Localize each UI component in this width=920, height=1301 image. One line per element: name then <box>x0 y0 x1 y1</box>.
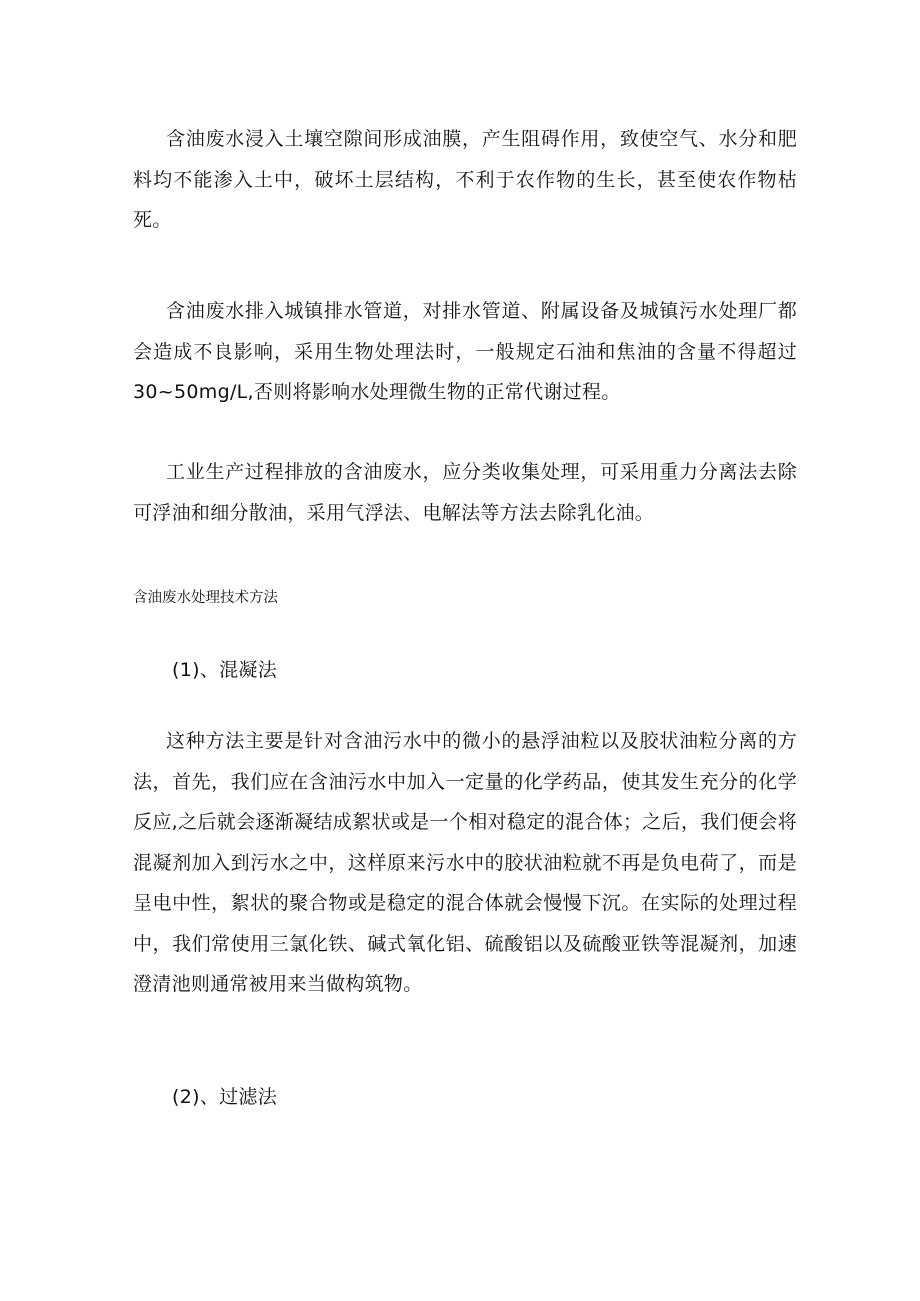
paragraph-sewer-impact: 含油废水排入城镇排水管道，对排水管道、附属设备及城镇污水处理厂都会造成不良影响，采用生物处理法时，一般规定石油和焦油的含量不得超过 30~50mg/L,否则将影响水处理微生物的正常代谢过程。 <box>133 300 797 403</box>
section-title: 含油废水处理技术方法 <box>133 590 278 606</box>
paragraph-soil-impact: 含油废水浸入土壤空隙间形成油膜，产生阻碍作用，致使空气、水分和肥料均不能渗入土中，破坏土层结构，不利于农作物的生长，甚至使农作物枯死。 <box>133 128 797 231</box>
method-1-title: (1)、混凝法 <box>172 659 278 681</box>
method-2-title: (2)、过滤法 <box>172 1086 278 1108</box>
paragraph-industrial-treatment: 工业生产过程排放的含油废水，应分类收集处理，可采用重力分离法去除可浮油和细分散油，采用气浮法、电解法等方法去除乳化油。 <box>133 461 797 524</box>
method-1-body: 这种方法主要是针对含油污水中的微小的悬浮油粒以及胶状油粒分离的方法，首先，我们应在含油污水中加入一定量的化学药品，使其发生充分的化学反应,之后就会逐渐凝结成絮状或是一个相对稳定的混合体；之后，我们便会将混凝剂加入到污水之中，这样原来污水中的胶状油粒就不再是负电荷了，而是呈电中性，絮状的聚合物或是稳定的混合体就会慢慢下沉。在实际的处理过程中，我们常使用三氯化铁、碱式氧化铝、硫酸铝以及硫酸亚铁等混凝剂，加速澄清池则通常被用来当做构筑物。 <box>133 730 797 995</box>
